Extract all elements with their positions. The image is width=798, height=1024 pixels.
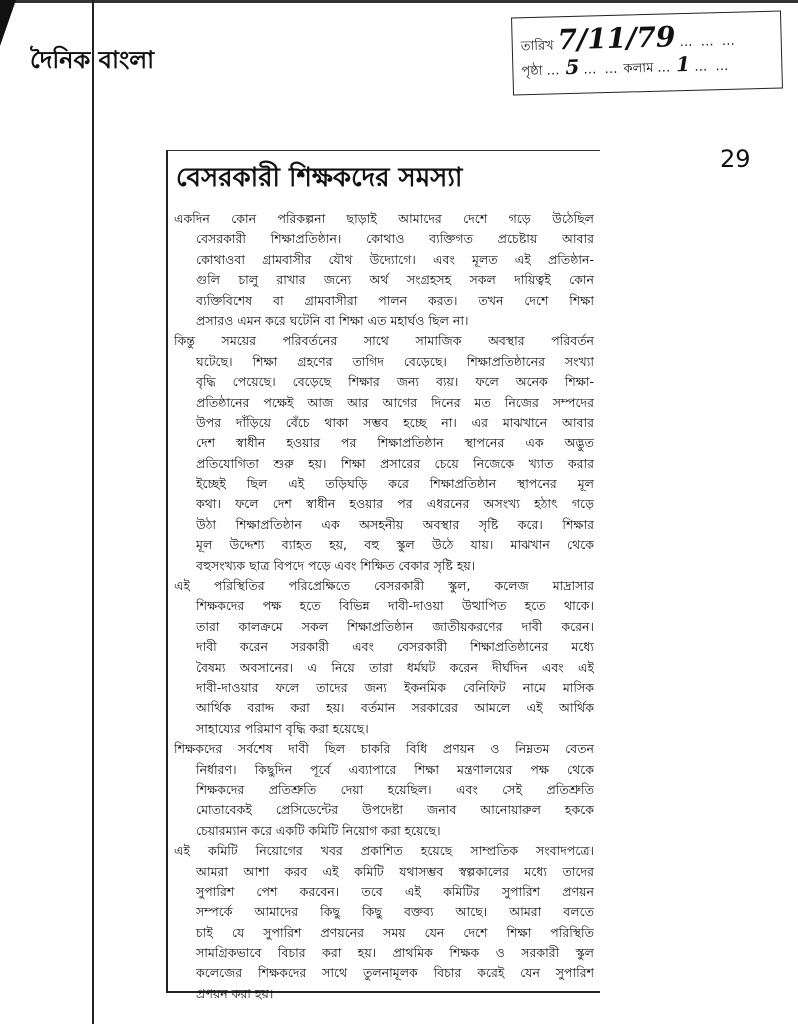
column-value: 1 xyxy=(675,51,691,77)
text-line: কলেজের শিক্ষকদের সাথে তুলনামূলক বিচার করেই যেন সুপারিশ xyxy=(196,965,594,981)
text-line: সম্পর্কে আমাদের কিছু কিছু বক্তব্য আছে। আমরা বলতে xyxy=(196,904,594,920)
dotted-fill: … … xyxy=(694,58,731,75)
column-label: কলাম xyxy=(623,60,654,77)
text-line: মোতাবেকই প্রেসিডেন্টের উপদেষ্টা জনাব আনোয়ারুল হককে xyxy=(196,802,594,818)
paragraph xyxy=(174,209,594,331)
text-line: চাই যে সুপারিশ প্রণয়নের সময় যেন দেশে শিক্ষা পরিস্থিতি xyxy=(196,924,594,940)
text-line: প্রতিযোগিতা শুরু হয়। শিক্ষা প্রসারের চেয়ে নিজেকে খ্যাত করার xyxy=(196,455,594,471)
text-line: বহুসংখ্যক ছাত্র বিপদে পড়ে এবং শিক্ষিত বেকার সৃষ্টি হয়। xyxy=(196,557,476,573)
text-line: গুলি চালু রাখার জন্যে অর্থ সংগ্রহসহ সকল দায়িত্বই কোন xyxy=(196,272,594,288)
text-line: কিন্তু সময়ের পরিবর্তনের সাথে সামাজিক অবস্থার পরিবর্তন xyxy=(174,333,594,349)
text-line: সুপারিশ পেশ করবেন। তবে এই কমিটির সুপারিশ প্রণয়ন xyxy=(196,883,594,899)
text-line: এই কমিটি নিয়োগের খবর প্রকাশিত হয়েছে সাম্প্রতিক সংবাদপত্রে। xyxy=(174,843,594,859)
text-line: দাবী-দাওয়ার ফলে তাদের জন্য ইকনমিক বেনিফিট নামে মাসিক xyxy=(196,679,594,695)
text-line: দেশ স্বাধীন হওয়ার পর শিক্ষাপ্রতিষ্ঠান স্থাপনের এক অদ্ভুত xyxy=(196,435,594,451)
article-clipping xyxy=(166,150,600,1001)
text-line: ঘটেছে। শিক্ষা গ্রহণের তাগিদ বেড়েছে। শিক্ষাপ্রতিষ্ঠানের সংখ্যা xyxy=(196,353,594,369)
text-line: প্রসারও এমন করে ঘটেনি বা শিক্ষা এত মহার্ঘও ছিল না। xyxy=(196,312,469,328)
paragraph xyxy=(174,841,594,1004)
text-line: কথা। ফলে দেশ স্বাধীন হওয়ার পর এধরনের অসংখ্য হঠাৎ গড়ে xyxy=(196,496,594,512)
dotted-fill: … … xyxy=(583,61,620,78)
article-title: বেসরকারী শিক্ষকদের সমস্যা xyxy=(176,163,463,193)
text-line: আমরা আশা করব এই কমিটি যথাসম্ভব স্বল্পকালের মধ্যে তাদের xyxy=(196,863,594,879)
text-line: ব্যক্তিবিশেষ বা গ্রামবাসীরা পালন করত। তখন দেশে শিক্ষা xyxy=(196,292,594,308)
text-line: সাহায্যের পরিমাণ বৃদ্ধি করা হয়েছে। xyxy=(196,720,369,736)
paragraph xyxy=(174,331,594,576)
dotted-fill: … xyxy=(546,63,562,79)
text-line: বৃদ্ধি পেয়েছে। বেড়েছে শিক্ষার জন্য ব্যয়। ফলে অনেক শিক্ষা- xyxy=(196,374,594,390)
text-line: চেয়ারম্যান করে একটি কমিটি নিয়োগ করা হয়েছে। xyxy=(196,822,441,838)
text-line: শিক্ষকদের প্রতিশ্রুতি দেয়া হয়েছিল। এবং সেই প্রতিশ্রুতি xyxy=(196,781,594,797)
text-line: উঠা শিক্ষাপ্রতিষ্ঠান এক অসহনীয় অবস্থার সৃষ্টি করে। শিক্ষার xyxy=(196,516,594,532)
text-line: মূল উদ্দেশ্য ব্যাহত হয়, বহু স্কুল উঠে যায়। মাঝখান থেকে xyxy=(196,537,594,553)
text-line: প্রতিষ্ঠানের পক্ষেই আজ আর আগের দিনের মত নিজের সম্পদের xyxy=(196,394,594,410)
text-line: এই পরিস্থিতির পরিপ্রেক্ষিতে বেসরকারী স্কুল, কলেজ মাদ্রাসার xyxy=(174,578,594,594)
text-line: শিক্ষকদের পক্ষ হতে বিভিন্ন দাবী-দাওয়া উত্থাপিত হতে থাকে। xyxy=(196,598,594,614)
text-line: দাবী করেন সরকারী এবং বেসরকারী শিক্ষাপ্রতিষ্ঠানের মধ্যে xyxy=(196,639,594,655)
text-line: কোথাওবা গ্রামবাসীর যৌথ উদ্যোগে। এবং মূলত এই প্রতিষ্ঠান- xyxy=(196,251,594,267)
date-label: তারিখ xyxy=(520,38,554,55)
dotted-fill: … … … xyxy=(679,33,737,51)
dotted-fill: … xyxy=(657,60,673,76)
paragraph xyxy=(174,576,594,739)
text-line: উপর দাঁড়িয়ে বেঁচে থাকা সম্ভব হচ্ছে না। এর মাঝখানে আবার xyxy=(196,414,594,430)
page-number: 29 xyxy=(720,145,751,173)
text-line: একদিন কোন পরিকল্পনা ছাড়াই আমাদের দেশে গড়ে উঠেছিল xyxy=(174,211,594,226)
text-line: আর্থিক বরাদ্দ করা হয়। বর্তমান সরকারের আমলে এই আর্থিক xyxy=(196,700,594,716)
page-value: 5 xyxy=(565,54,580,80)
text-line: ইচ্ছেই ছিল এই তড়িঘড়ি করে শিক্ষাপ্রতিষ্ঠান স্থাপনের মূল xyxy=(196,476,594,492)
scan-edge xyxy=(0,0,798,3)
text-line: সামগ্রিকভাবে বিচার করা হয়। প্রাথমিক শিক্ষক ও সরকারী স্কুল xyxy=(196,945,594,961)
article-body xyxy=(174,209,594,1004)
text-line: প্রণয়ন করা হয়। xyxy=(196,985,274,1001)
date-value: 7/11/79 xyxy=(557,20,676,57)
text-line: তারা কালক্রমে সকল শিক্ষাপ্রতিষ্ঠান জাতীয়করণের দাবী করেন। xyxy=(196,618,594,634)
folded-corner xyxy=(0,0,16,46)
newspaper-name: দৈনিক বাংলা xyxy=(30,46,155,74)
text-line: শিক্ষকদের সর্বশেষ দাবী ছিল চাকরি বিধি প্রণয়ন ও নিম্নতম বেতন xyxy=(174,741,594,757)
paragraph xyxy=(174,739,594,841)
fold-line xyxy=(92,0,94,1024)
text-line: বৈষম্য অবসানের। এ নিয়ে তারা ধর্মঘট করেন দীর্ঘদিন এবং এই xyxy=(196,659,594,675)
text-line: নির্ধারণ। কিছুদিন পূর্বে এব্যাপারে শিক্ষা মন্ত্রণালয়ের পক্ষ থেকে xyxy=(196,761,594,777)
archive-stamp xyxy=(511,10,783,95)
page-label: পৃষ্ঠা xyxy=(521,63,543,80)
text-line: বেসরকারী শিক্ষাপ্রতিষ্ঠান। কোথাও ব্যক্তিগত প্রচেষ্টায় আবার xyxy=(196,231,594,247)
